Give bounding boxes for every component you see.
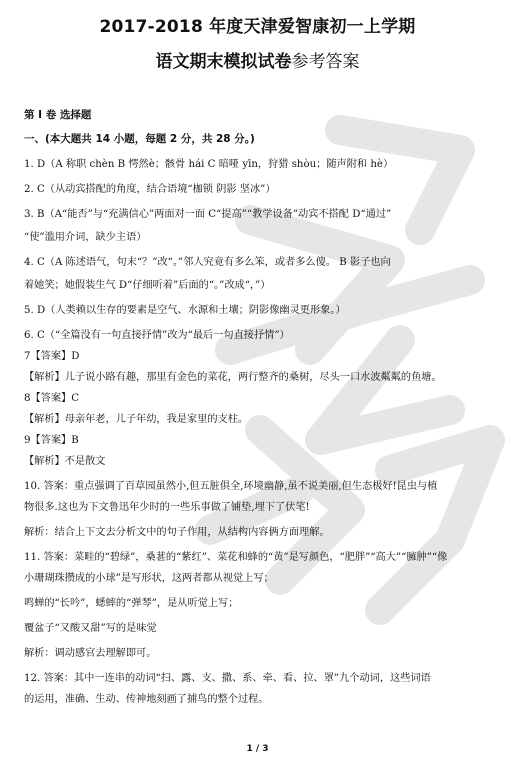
answer-11-line2: 小珊瑚珠攒成的小球”是写形状，这两者都从视觉上写；: [24, 573, 274, 584]
answer-5: 5. D（人类赖以生存的要素是空气、水源和土壤；阴影像幽灵更形象。）: [24, 305, 346, 316]
answer-10-line1: 10. 答案：重点强调了百草园虽然小,但五脏俱全,环境幽静,虽不说美丽,但生态极好!昆虫与植: [24, 481, 438, 492]
part-heading: 一、(本大题共 14 小题，每题 2 分，共 28 分。): [24, 133, 255, 145]
explanation-9: 【解析】不是散文: [24, 456, 106, 467]
page-number: 1 / 3: [246, 744, 269, 754]
answer-4-line2: 着她笑；她假装生气 D“仔细听着”后面的“。”改成“，”）: [24, 280, 271, 291]
explanation-7: 【解析】儿子说小路有趣，那里有金色的菜花，两行整齐的桑树，尽头一口水波粼粼的鱼塘。: [24, 372, 442, 383]
answer-11-line4: 覆盆子“又酸又甜”写的是味觉: [24, 623, 157, 634]
section-heading: 第 I 卷 选择题: [24, 109, 92, 121]
answer-9: 9【答案】B: [24, 435, 79, 446]
answer-body: [24, 108, 494, 707]
explanation-11: 解析：调动感官去理解即可。: [24, 648, 157, 659]
answer-12-line1: 12. 答案：其中一连串的动词“扫、露、支、撒、系、牵、看、拉、罩”九个动词，这些词语: [24, 673, 431, 684]
explanation-10: 解析：结合上下文去分析文中的句子作用，从结构内容俩方面理解。: [24, 527, 330, 538]
explanation-8: 【解析】母亲年老，儿子年幼，我是家里的支柱。: [24, 414, 249, 425]
answer-1: 1. D（A 称职 chèn B 愕然è；骸骨 hái C 暗哑 yīn，狩猎 shòu；随声附和 hè）: [24, 159, 394, 170]
answer-3-line2: “使”滥用介词，缺少主语）: [24, 232, 147, 243]
doc-title: 2017-2018 年度天津爱智康初一上学期: [99, 17, 416, 37]
answer-11-line1: 11. 答案：菜畦的“碧绿”，桑葚的“紫红”、菜花和蜂的“黄”是写颜色，“肥胖”“高大”“臃肿”“像: [24, 552, 448, 563]
answer-10-line2: 物很多.这也为下文鲁迅年少时的一些乐事做了铺垫,埋下了伏笔!: [24, 502, 310, 513]
answer-8: 8【答案】C: [24, 393, 80, 404]
answer-12-line2: 的运用，准确、生动、传神地刻画了捕鸟的整个过程。: [24, 694, 269, 705]
answer-4-line1: 4. C（A 陈述语气，句末“？”改“。”邻人究竟有多么笨，或者多么傻。 B 影子也向: [24, 257, 391, 268]
answer-6: 6. C（“全篇没有一句直接抒情”改为“最后一句直接抒情”）: [24, 330, 290, 341]
doc-subtitle: [0, 47, 515, 72]
subtitle-bold: 语文期末模拟试卷: [155, 52, 292, 72]
answer-11-line3: 鸣蝉的“长吟”，蟋蟀的“弹琴”，是从听觉上写；: [24, 598, 239, 609]
answer-2: 2. C（从动宾搭配的角度，结合语境“枷锁 阴影 坚冰”）: [24, 184, 276, 195]
answer-3-line1: 3. B（A“能否”与“充满信心”两面对一面 C“提高”“教学设备”动宾不搭配 D“通过”: [24, 209, 392, 220]
subtitle-normal: 参考答案: [291, 52, 360, 72]
answer-7: 7【答案】D: [24, 351, 80, 362]
